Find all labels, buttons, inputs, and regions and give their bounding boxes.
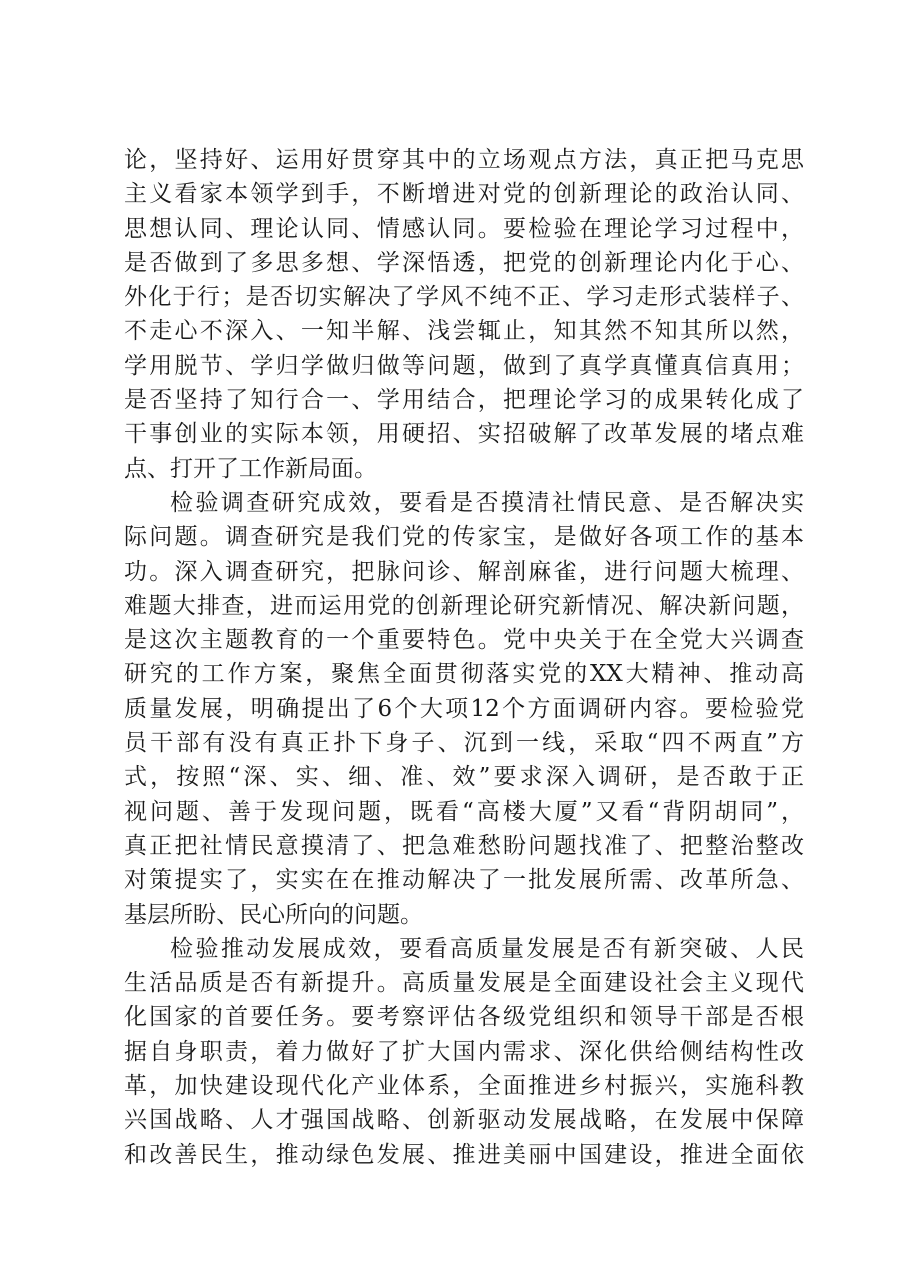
text-line: 据自身职责，着力做好了扩大国内需求、深化供给侧结构性改 [124, 1038, 804, 1065]
text-line: 视问题、善于发现问题，既看“高楼大厦”又看“背阴胡同”， [124, 798, 804, 825]
text-line: 不走心不深入、一知半解、浅尝辄止，知其然不知其所以然， [124, 318, 804, 345]
text-line: 兴国战略、人才强国战略、创新驱动发展战略，在发展中保障 [124, 1107, 804, 1134]
text-line: 功。深入调查研究，把脉问诊、解剖麻雀，进行问题大梳理、 [124, 558, 804, 585]
text-line: 对策提实了，实实在在推动解决了一批发展所需、改革所急、 [124, 867, 804, 894]
text-line: 难题大排查，进而运用党的创新理论研究新情况、解决新问题， [124, 592, 804, 619]
text-line: 论，坚持好、运用好贯穿其中的立场观点方法，真正把马克思 [124, 147, 804, 173]
text-line: 革，加快建设现代化产业体系，全面推进乡村振兴，实施科教 [124, 1073, 804, 1100]
text-line: 生活品质是否有新提升。高质量发展是全面建设社会主义现代 [124, 970, 804, 997]
text-line: 检验调查研究成效，要看是否摸清社情民意、是否解决实 [170, 489, 804, 516]
text-line: 基层所盼、民心所向的问题。 [124, 901, 423, 928]
paragraph [124, 486, 804, 932]
text-line: 研究的工作方案，聚焦全面贯彻落实党的XX大精神、推动高 [124, 661, 804, 688]
paragraph [124, 143, 804, 486]
text-line: 质量发展，明确提出了6个大项12个方面调研内容。要检验党 [124, 695, 804, 722]
text-line: 和改善民生，推动绿色发展、推进美丽中国建设，推进全面依 [124, 1141, 804, 1168]
paragraph [124, 932, 804, 1172]
text-line: 真正把社情民意摸清了、把急难愁盼问题找准了、把整治整改 [124, 832, 804, 859]
text-line: 学用脱节、学归学做归做等问题，做到了真学真懂真信真用； [124, 352, 804, 379]
text-line: 是否做到了多思多想、学深悟透，把党的创新理论内化于心、 [124, 249, 804, 276]
text-line: 际问题。调查研究是我们党的传家宝，是做好各项工作的基本 [124, 524, 804, 551]
text-line: 干事创业的实际本领，用硬招、实招破解了改革发展的堵点难 [124, 421, 804, 448]
text-line: 式，按照“深、实、细、准、效”要求深入调研，是否敢于正 [124, 764, 804, 791]
body-text [124, 143, 804, 1172]
text-line: 思想认同、理论认同、情感认同。要检验在理论学习过程中， [124, 215, 804, 242]
text-line: 外化于行；是否切实解决了学风不纯不正、学习走形式装样子、 [124, 284, 804, 311]
text-line: 主义看家本领学到手，不断增进对党的创新理论的政治认同、 [124, 181, 804, 208]
text-line: 点、打开了工作新局面。 [124, 455, 377, 482]
text-line: 是否坚持了知行合一、学用结合，把理论学习的成果转化成了 [124, 387, 804, 414]
text-line: 是这次主题教育的一个重要特色。党中央关于在全党大兴调查 [124, 627, 804, 654]
text-line: 员干部有没有真正扑下身子、沉到一线，采取“四不两直”方 [124, 730, 804, 757]
text-line: 检验推动发展成效，要看高质量发展是否有新突破、人民 [170, 935, 804, 962]
text-line: 化国家的首要任务。要考察评估各级党组织和领导干部是否根 [124, 1004, 804, 1031]
